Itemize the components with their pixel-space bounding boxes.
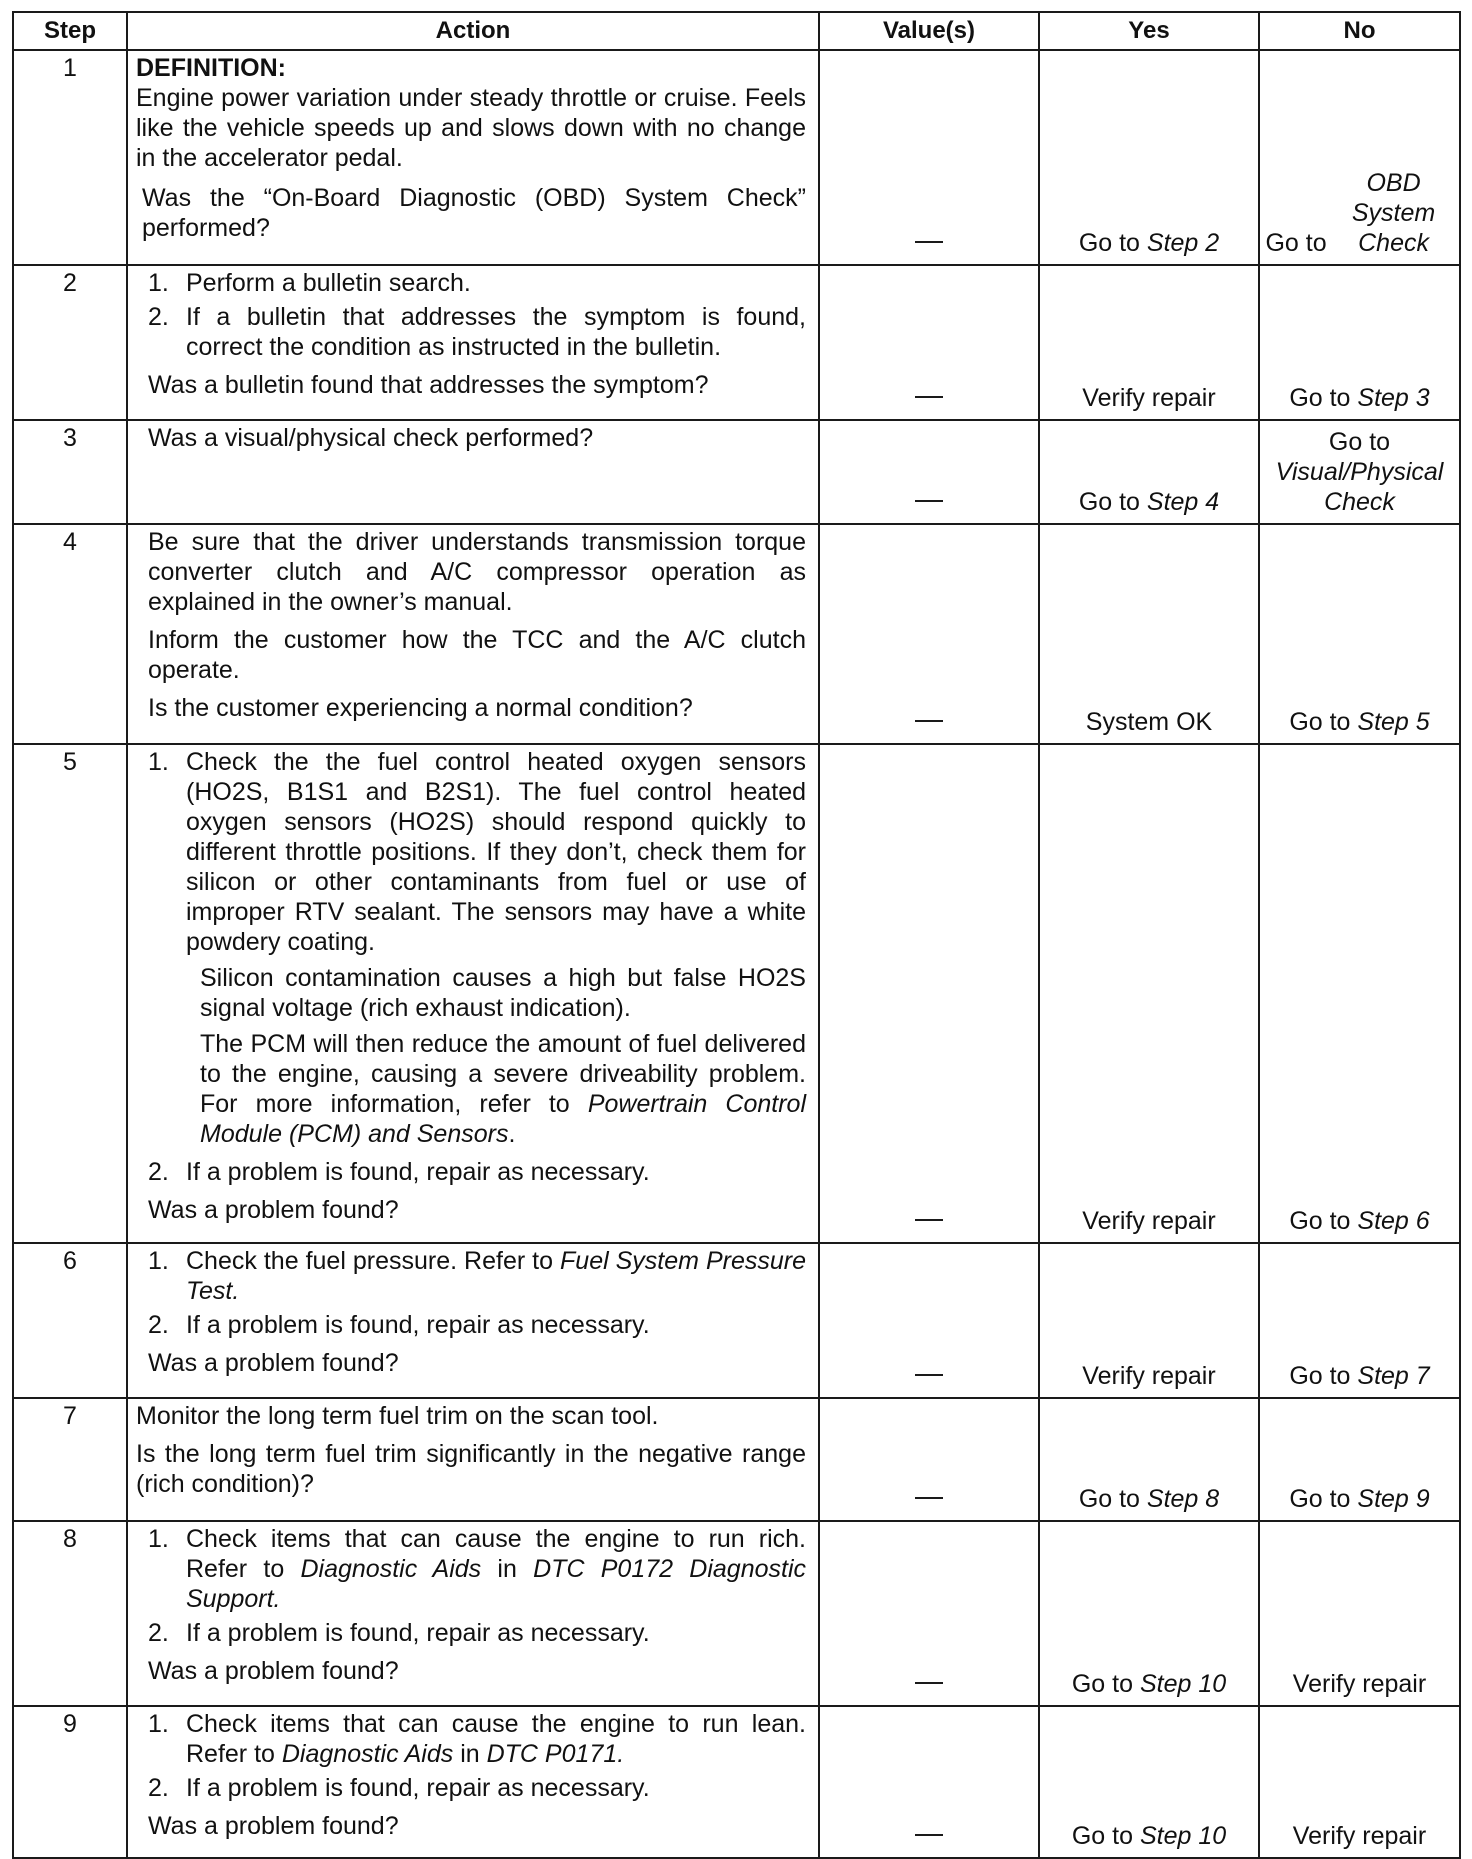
item-number: 1. (148, 1247, 169, 1275)
value-cell (819, 1398, 1039, 1521)
no-cell (1259, 420, 1460, 524)
paragraph-text: Monitor the long term fuel trim on the scan tool. (136, 1402, 659, 1430)
value-dash (915, 1682, 943, 1684)
header-no: No (1259, 12, 1460, 50)
yes-step-ref: Step 10 (1139, 1822, 1227, 1850)
step-number: 5 (13, 744, 127, 1243)
yes-prefix: Go to (1071, 1822, 1140, 1850)
table-row (13, 1243, 1460, 1398)
action-cell (127, 420, 819, 524)
reference-link[interactable]: DTC P0171. (486, 1740, 625, 1768)
action-cell (127, 524, 819, 744)
reference-link[interactable]: Fuel System Pressure Test. (186, 1247, 806, 1305)
yes-prefix: Go to (1071, 1670, 1140, 1698)
yes-text: Verify repair (1082, 1207, 1216, 1235)
value-cell (819, 50, 1039, 265)
sub-paragraph-end: . (508, 1120, 516, 1148)
list-item (142, 1709, 806, 1769)
value-cell (819, 744, 1039, 1243)
table-row (13, 744, 1460, 1243)
step-number: 9 (13, 1706, 127, 1858)
header-action: Action (127, 12, 819, 50)
item-number: 2. (148, 1158, 169, 1186)
item-text (186, 1709, 806, 1769)
item-text-part: Check items that can cause the engine to run rich. Refer to (186, 1525, 806, 1583)
step-number: 4 (13, 524, 127, 744)
yes-step-ref: Step 4 (1146, 488, 1220, 516)
action-cell (127, 265, 819, 420)
step-number: 6 (13, 1243, 127, 1398)
yes-text: Verify repair (1082, 1362, 1216, 1390)
yes-cell (1039, 1521, 1259, 1706)
item-text: Check the the fuel control heated oxygen sensors (HO2S, B1S1 and B2S1). The fuel control heated oxygen sensors (HO2S) should respond quickly to different throttle positions. If they don’t, check them for silicon or other contaminants from fuel or use of improper RTV sealant. The sensors may have a white powdery coating. (186, 748, 806, 956)
yes-text: Verify repair (1082, 384, 1216, 412)
no-cell (1259, 50, 1460, 265)
no-cell (1259, 1398, 1460, 1521)
item-number: 2. (148, 1774, 169, 1802)
yes-prefix: Go to (1078, 1485, 1147, 1513)
item-text-part: Check the fuel pressure. Refer to (186, 1247, 561, 1275)
yes-cell (1039, 744, 1259, 1243)
no-step-ref: Step 5 (1357, 708, 1430, 736)
no-prefix: Go to (1289, 384, 1358, 412)
action-cell (127, 744, 819, 1243)
no-prefix: Go to (1289, 1207, 1358, 1235)
value-cell (819, 1243, 1039, 1398)
yes-prefix: Go to (1078, 488, 1147, 516)
list-item (142, 268, 806, 298)
value-dash (915, 1219, 943, 1221)
list-item (142, 1157, 806, 1187)
diagnostic-table-container (12, 11, 1459, 1859)
item-text-part: in (453, 1740, 487, 1768)
table-row (13, 524, 1460, 744)
value-cell (819, 524, 1039, 744)
table-row (13, 1706, 1460, 1858)
list-item (142, 1310, 806, 1340)
sub-paragraph: Silicon contamination causes a high but false HO2S signal voltage (rich exhaust indication). (200, 964, 806, 1022)
value-cell (819, 1521, 1039, 1706)
no-text: Verify repair (1292, 1822, 1427, 1850)
reference-link[interactable]: DTC P0172 Diagnostic Support. (186, 1555, 807, 1613)
item-number: 1. (148, 1525, 169, 1553)
no-step-ref: Step 7 (1357, 1362, 1430, 1390)
list-item (142, 747, 806, 957)
item-number: 1. (148, 269, 169, 297)
list-item (142, 1618, 806, 1648)
action-cell (127, 1398, 819, 1521)
no-prefix: Go to (1328, 428, 1391, 456)
reference-link[interactable]: Diagnostic Aids (300, 1555, 482, 1583)
item-text-part: Check items that can cause the engine to run lean. Refer to (186, 1710, 806, 1768)
yes-cell (1039, 1398, 1259, 1521)
list-item (142, 302, 806, 362)
yes-text: System OK (1085, 708, 1213, 736)
no-prefix: Go to (1265, 229, 1334, 257)
no-cell (1259, 1521, 1460, 1706)
value-dash (915, 1374, 943, 1376)
yes-cell (1039, 524, 1259, 744)
value-cell (819, 1706, 1039, 1858)
value-dash (915, 500, 943, 502)
no-ref: OBD System Check (1351, 169, 1436, 257)
item-number: 2. (148, 1619, 169, 1647)
item-text: If a bulletin that addresses the symptom is found, correct the condition as instructed in the bulletin. (186, 303, 806, 361)
table-row (13, 265, 1460, 420)
step-number: 8 (13, 1521, 127, 1706)
paragraph-text: Be sure that the driver understands transmission torque converter clutch and A/C compressor operation as explained in the owner’s manual. (148, 528, 806, 616)
value-dash (915, 1834, 943, 1836)
no-cell (1259, 524, 1460, 744)
paragraph-text: Inform the customer how the TCC and the A/C clutch operate. (148, 626, 806, 684)
step-number: 1 (13, 50, 127, 265)
yes-cell (1039, 50, 1259, 265)
header-values: Value(s) (819, 12, 1039, 50)
no-step-ref: Step 6 (1357, 1207, 1430, 1235)
question-text: Was a problem found? (148, 1196, 399, 1224)
yes-cell (1039, 1243, 1259, 1398)
yes-cell (1039, 1706, 1259, 1858)
item-text: If a problem is found, repair as necessary. (186, 1158, 650, 1186)
action-cell (127, 1706, 819, 1858)
no-text: Verify repair (1292, 1670, 1427, 1698)
question-text: Is the long term fuel trim significantly in the negative range (rich condition)? (136, 1440, 806, 1498)
yes-step-ref: Step 10 (1139, 1670, 1227, 1698)
question-text: Was the “On-Board Diagnostic (OBD) System Check” performed? (142, 184, 806, 242)
step-number: 7 (13, 1398, 127, 1521)
definition-text: Engine power variation under steady throttle or cruise. Feels like the vehicle speeds up and slows down with no change in the accelerator pedal. (136, 84, 806, 172)
definition-heading: DEFINITION: (136, 54, 286, 82)
header-step: Step (13, 12, 127, 50)
no-step-ref: Step 9 (1357, 1485, 1430, 1513)
yes-step-ref: Step 2 (1146, 229, 1220, 257)
question-text: Was a problem found? (148, 1657, 399, 1685)
question-text: Was a problem found? (148, 1812, 399, 1840)
yes-step-ref: Step 8 (1146, 1485, 1220, 1513)
no-cell (1259, 1706, 1460, 1858)
reference-link[interactable]: Powertrain Control Module (PCM) and Sensors (200, 1090, 806, 1148)
action-cell (127, 1243, 819, 1398)
item-text: If a problem is found, repair as necessary. (186, 1619, 650, 1647)
value-dash (915, 1497, 943, 1499)
no-ref: Visual/Physical Check (1275, 458, 1444, 516)
yes-prefix: Go to (1078, 229, 1147, 257)
value-dash (915, 396, 943, 398)
item-number: 1. (148, 748, 169, 776)
item-text (186, 1246, 806, 1306)
question-text: Was a problem found? (148, 1349, 399, 1377)
table-row (13, 50, 1460, 265)
header-row (13, 12, 1460, 50)
list-item (142, 1246, 806, 1306)
item-text: If a problem is found, repair as necessary. (186, 1311, 650, 1339)
action-cell (127, 50, 819, 265)
value-cell (819, 265, 1039, 420)
sub-paragraph (142, 1029, 806, 1149)
diagnostic-table (12, 11, 1461, 1859)
question-text: Was a visual/physical check performed? (148, 424, 594, 452)
item-text-part: in (481, 1555, 534, 1583)
no-cell (1259, 744, 1460, 1243)
step-number: 2 (13, 265, 127, 420)
item-text: If a problem is found, repair as necessary. (186, 1774, 650, 1802)
reference-link[interactable]: Diagnostic Aids (281, 1740, 454, 1768)
item-number: 1. (148, 1710, 169, 1738)
no-cell (1259, 265, 1460, 420)
value-dash (915, 720, 943, 722)
item-text: Perform a bulletin search. (186, 269, 471, 297)
no-step-ref: Step 3 (1357, 384, 1430, 412)
table-row (13, 420, 1460, 524)
list-item (142, 1773, 806, 1803)
value-dash (915, 241, 943, 243)
sub-paragraph-text: The PCM will then reduce the amount of fuel delivered to the engine, causing a severe driveability problem. For more information, refer to (200, 1030, 806, 1118)
no-prefix: Go to (1289, 708, 1358, 736)
item-number: 2. (148, 303, 169, 331)
yes-cell (1039, 420, 1259, 524)
yes-cell (1039, 265, 1259, 420)
question-text: Was a bulletin found that addresses the symptom? (148, 371, 709, 399)
no-prefix: Go to (1289, 1362, 1358, 1390)
step-number: 3 (13, 420, 127, 524)
header-yes: Yes (1039, 12, 1259, 50)
value-cell (819, 420, 1039, 524)
question-text: Is the customer experiencing a normal condition? (148, 694, 693, 722)
list-item (142, 1524, 806, 1614)
table-row (13, 1521, 1460, 1706)
no-prefix: Go to (1289, 1485, 1358, 1513)
item-number: 2. (148, 1311, 169, 1339)
table-row (13, 1398, 1460, 1521)
action-cell (127, 1521, 819, 1706)
no-cell (1259, 1243, 1460, 1398)
item-text (186, 1524, 806, 1614)
